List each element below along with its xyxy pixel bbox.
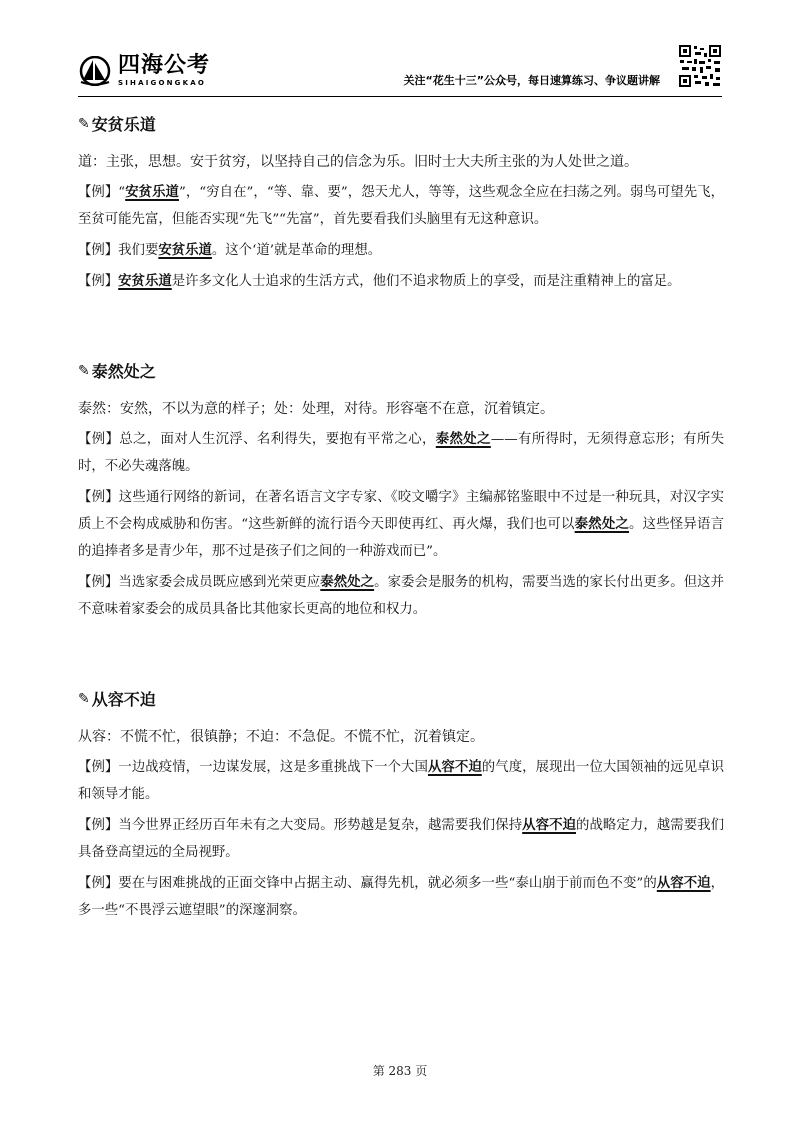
example-sentence [78, 754, 724, 808]
highlighted-idiom: 泰然处之 [435, 431, 491, 447]
page-number: 第 283 页 [372, 1064, 428, 1078]
idiom-heading [78, 687, 724, 710]
idiom-heading [78, 112, 724, 135]
pencil-icon: ✎ [78, 115, 90, 132]
highlighted-idiom: 从容不迫 [427, 759, 482, 775]
example-text: ，多一些“不畏浮云遮望眼”的深邃洞察。 [78, 876, 724, 918]
example-text: 【例】一边战疫情，一边谋发展，这是多重挑战下一个大国 [78, 760, 428, 775]
example-sentence [78, 569, 724, 623]
example-text: 。这个‘道’就是革命的理想。 [211, 243, 382, 258]
idiom-title: 泰然处之 [91, 362, 156, 381]
qr-code-icon [678, 44, 722, 88]
example-sentence [78, 237, 724, 264]
highlighted-idiom: 从容不迫 [522, 817, 577, 833]
idiom-section [78, 687, 724, 924]
section-spacer [78, 299, 724, 347]
idiom-definition: 从容：不慌不忙，很镇静；不迫：不急促。不慌不忙，沉着镇定。 [78, 729, 484, 745]
sailboat-logo-icon [78, 56, 112, 86]
example-sentence [78, 870, 724, 924]
example-text: 的气度，展现出一位大国领袖的远见卓识和领导才能。 [78, 760, 725, 802]
example-text: 【例】我们要 [78, 243, 159, 258]
header-slogan: 关注“花生十三”公众号，每日速算练习、争议题讲解 [403, 74, 660, 87]
idiom-title: 安贫乐道 [91, 115, 156, 134]
example-text: 【例】总之，面对人生沉浮、名利得失，要抱有平常之心， [78, 432, 436, 447]
page-content [78, 100, 724, 928]
example-text: 【例】当选家委会成员既应感到光荣更应 [78, 575, 321, 590]
idiom-heading [78, 359, 724, 382]
brand [118, 54, 210, 87]
idiom-title: 从容不迫 [91, 690, 156, 709]
example-text: ——有所得时，无须得意忘形；有所失时，不必失魂落魄。 [78, 432, 725, 474]
example-text: 【例】这些通行网络的新词，在著名语言文字专家、《咬文嚼字》主编郝铭鉴眼中不过是一种玩具，对汉字实质上不会构成威胁和伤害。“这些新鲜的流行语今天即使再红、再火爆，我们也可以 [78, 490, 724, 532]
idiom-section [78, 112, 724, 295]
highlighted-idiom: 安贫乐道 [158, 242, 212, 258]
example-text: 【例】“ [78, 185, 126, 200]
highlighted-idiom: 安贫乐道 [125, 184, 179, 200]
example-text: 是许多文化人士追求的生活方式，他们不追求物质上的享受，而是注重精神上的富足。 [171, 274, 681, 289]
example-sentence [78, 484, 724, 565]
highlighted-idiom: 泰然处之 [320, 574, 375, 590]
idiom-definition: 道：主张，思想。安于贫穷，以坚持自己的信念为乐。旧时士大夫所主张的为人处世之道。 [78, 154, 638, 170]
example-text: 【例】要在与困难挑战的正面交锋中占据主动、赢得先机，就必须多一些“泰山崩于前而色不变”的 [78, 876, 657, 891]
idiom-definition: 泰然：安然，不以为意的样子；处：处理，对待。形容毫不在意，沉着镇定。 [78, 401, 554, 417]
pencil-icon: ✎ [78, 362, 90, 379]
example-text: 的战略定力，越需要我们具备登高望远的全局视野。 [78, 818, 725, 860]
example-sentence [78, 426, 724, 480]
example-text: 【例】 [78, 274, 119, 289]
page-header [0, 0, 800, 100]
example-text: ”，“穷自在”，“等、靠、要”，怨天尤人，等等，这些观念全应在扫荡之列。弱鸟可望先飞，至贫可能先富，但能否实现“先飞”“先富”，首先要看我们头脑里有无这种意识。 [78, 185, 724, 227]
idiom-section [78, 359, 724, 623]
brand-name: 四海公考 [118, 53, 211, 78]
header-divider [78, 96, 722, 97]
example-text: 【例】当今世界正经历百年未有之大变局。形势越是复杂，越需要我们保持 [78, 818, 523, 833]
example-text: 。家委会是服务的机构，需要当选的家长付出更多。但这并不意味着家委会的成员具备比其他家长更高的地位和权力。 [78, 575, 725, 617]
brand-subtitle: SIHAIGONGKAO [118, 79, 207, 87]
example-sentence [78, 179, 724, 233]
pencil-icon: ✎ [78, 690, 90, 707]
example-sentence [78, 812, 724, 866]
example-text: 。这些怪异语言的追捧者多是青少年，那不过是孩子们之间的一种游戏而已”。 [78, 517, 725, 559]
highlighted-idiom: 安贫乐道 [118, 273, 172, 289]
example-sentence [78, 268, 724, 295]
section-spacer [78, 627, 724, 675]
highlighted-idiom: 从容不迫 [656, 875, 711, 891]
highlighted-idiom: 泰然处之 [574, 516, 630, 532]
